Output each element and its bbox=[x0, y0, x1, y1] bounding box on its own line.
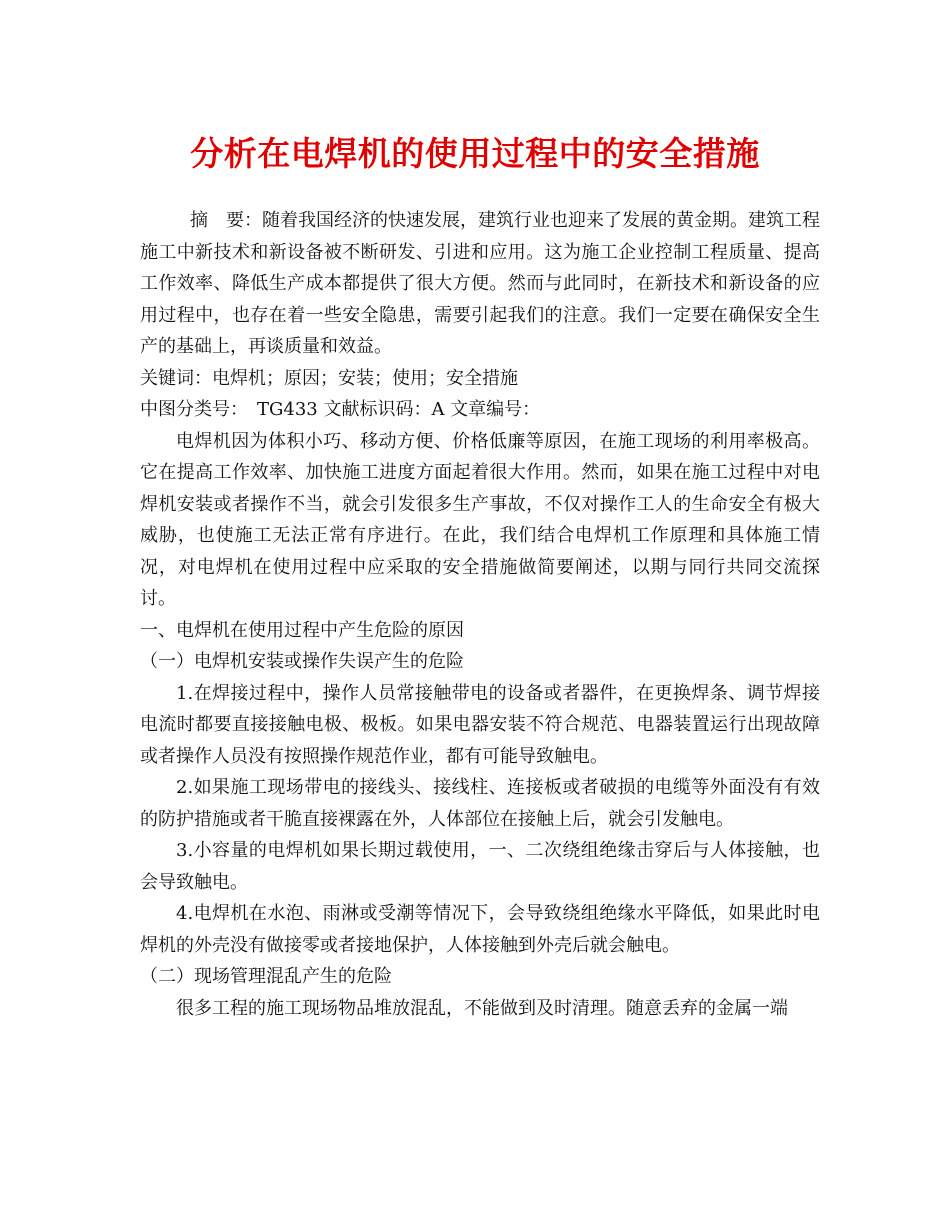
abstract-label: 摘 要： bbox=[190, 210, 262, 231]
document-title: 分析在电焊机的使用过程中的安全措施 bbox=[190, 134, 760, 173]
section-heading: 一、电焊机在使用过程中产生危险的原因 bbox=[140, 619, 464, 641]
list-item: 1.在焊接过程中，操作人员常接触带电的设备或者器件，在更换焊条、调节焊接电流时都要直接接触电极、极板。如果电器安装不符合规范、电器装置运行出现故障或者操作人员没有按照操作规范作业，都有可能导致触电。 bbox=[140, 682, 820, 767]
body-paragraph: 很多工程的施工现场物品堆放混乱，不能做到及时清理。随意丢弃的金属一端 bbox=[176, 997, 788, 1019]
list-item: 4.电焊机在水泡、雨淋或受潮等情况下，会导致绕组绝缘水平降低，如果此时电焊机的外壳没有做接零或者接地保护，人体接触到外壳后就会触电。 bbox=[140, 903, 820, 956]
document-body bbox=[140, 205, 820, 1024]
classification-line: 中图分类号： TG433 文献标识码：A 文章编号： bbox=[140, 399, 541, 420]
keywords-line: 关键词：电焊机；原因；安装；使用；安全措施 bbox=[140, 367, 518, 389]
intro-paragraph: 电焊机因为体积小巧、移动方便、价格低廉等原因，在施工现场的利用率极高。它在提高工作效率、加快施工进度方面起着很大作用。然而，如果在施工过程中对电焊机安装或者操作不当，就会引发很多生产事故，不仅对操作工人的生命安全有极大威胁，也使施工无法正常有序进行。在此，我们结合电焊机工作原理和具体施工情况，对电焊机在使用过程中应采取的安全措施做简要阐述，以期与同行共同交流探讨。 bbox=[140, 430, 820, 609]
subsection-heading: （二）现场管理混乱产生的危险 bbox=[140, 966, 392, 987]
list-item: 2.如果施工现场带电的接线头、接线柱、连接板或者破损的电缆等外面没有有效的防护措施或者干脆直接裸露在外，人体部位在接触上后，就会引发触电。 bbox=[140, 777, 820, 830]
abstract-text: 随着我国经济的快速发展，建筑行业也迎来了发展的黄金期。建筑工程施工中新技术和新设备被不断研发、引进和应用。这为施工企业控制工程质量、提高工作效率、降低生产成本都提供了很大方便。然而与此同时，在新技术和新设备的应用过程中，也存在着一些安全隐患，需要引起我们的注意。我们一定要在确保安全生产的基础上，再谈质量和效益。 bbox=[140, 210, 820, 357]
subsection-heading: （一）电焊机安装或操作失误产生的危险 bbox=[140, 651, 464, 672]
abstract-paragraph bbox=[140, 205, 820, 363]
list-item: 3.小容量的电焊机如果长期过载使用，一、二次绕组绝缘击穿后与人体接触，也会导致触电。 bbox=[140, 840, 820, 893]
